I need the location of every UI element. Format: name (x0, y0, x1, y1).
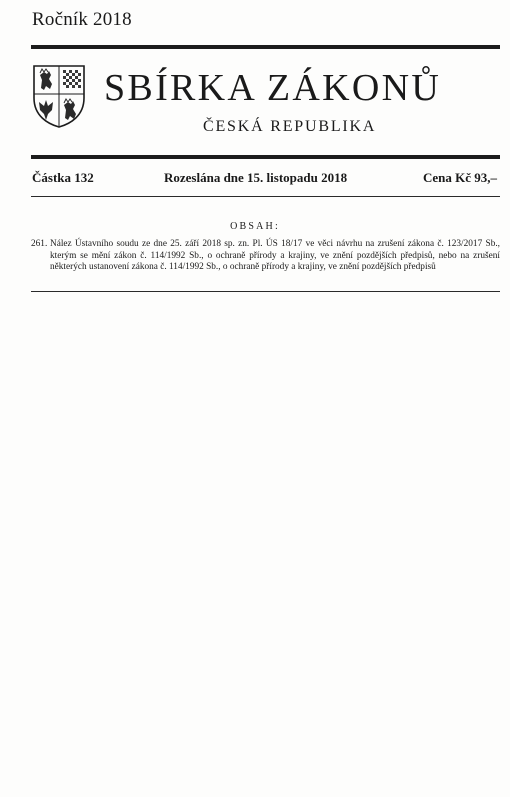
publication-subtitle: ČESKÁ REPUBLIKA (203, 118, 377, 135)
issue-distribution-date: Rozeslána dne 15. listopadu 2018 (164, 170, 348, 185)
publication-title: SBÍRKA ZÁKONŮ (104, 67, 442, 109)
entry-number: 261. (31, 239, 48, 249)
contents-bottom-rule (31, 291, 500, 292)
contents-heading: OBSAH: (230, 221, 280, 232)
contents-entry (31, 239, 500, 274)
header-bottom-rule (31, 155, 500, 159)
entry-text: Nález Ústavního soudu ze dne 25. září 2018 sp. zn. Pl. ÚS 18/17 ve věci návrhu na zrušení zákona č. 123/2017 Sb., kterým se mění zákon č. 114/1992 Sb., o ochraně přírody a krajiny, ve znění pozdějších předpisů, nebo na zrušení některých ustanovení zákona č. 114/1992 Sb., o ochraně přírody a krajiny, ve znění pozdějších předpisů (50, 239, 500, 273)
issue-price: Cena Kč 93,– (423, 170, 498, 185)
issue-part: Částka 132 (32, 170, 94, 185)
volume-year: Ročník 2018 (32, 9, 132, 30)
meta-rule (31, 196, 500, 197)
state-emblem-icon (32, 64, 86, 128)
header-top-rule (31, 45, 500, 49)
